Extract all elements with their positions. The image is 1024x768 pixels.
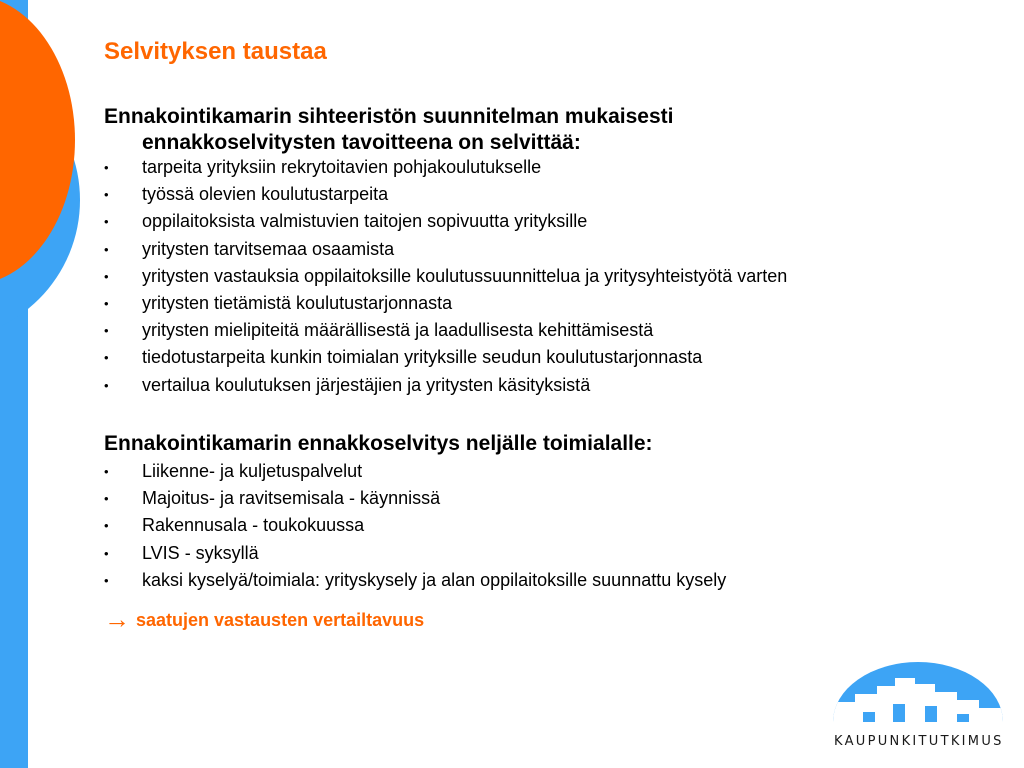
decorative-side-shapes — [0, 0, 90, 768]
bullet-list-item — [104, 263, 787, 290]
bullet-text: yritysten tietämistä koulutustarjonnasta — [142, 293, 453, 314]
bullet-text: yritysten vastauksia oppilaitoksille koulutussuunnittelua ja yritysyhteistyötä varten — [142, 265, 788, 286]
bullet-list-item — [104, 290, 787, 317]
bullet-icon: • — [104, 296, 109, 312]
section1-heading-line2: ennakkoselvitysten tavoitteena on selvittää: — [142, 131, 581, 154]
bullet-text: Rakennusala - toukokuussa — [142, 515, 365, 536]
bullet-text: yritysten tarvitsemaa osaamista — [142, 238, 395, 259]
arrow-right-icon: → — [104, 604, 130, 634]
bullet-list-item — [104, 458, 726, 485]
bullet-icon: • — [104, 214, 109, 230]
bullet-icon: • — [104, 518, 109, 534]
bullet-icon: • — [104, 160, 109, 175]
bullet-list-item — [104, 567, 726, 594]
bullet-text: tarpeita yrityksiin rekrytoitavien pohjakoulutukselle — [142, 157, 542, 177]
bullet-list-item — [104, 372, 787, 399]
bullet-text: yritysten mielipiteitä määrällisestä ja laadullisesta kehittämisestä — [142, 320, 654, 341]
bullet-list-item — [104, 344, 787, 371]
bullet-text: työssä olevien koulutustarpeita — [142, 184, 389, 205]
conclusion — [104, 604, 424, 635]
bullet-list-item — [104, 181, 787, 208]
bullet-icon: • — [104, 350, 109, 366]
section2-bullet-list — [104, 458, 726, 594]
bullet-icon: • — [104, 572, 109, 588]
bullet-list-item — [104, 540, 726, 567]
bullet-text: Liikenne- ja kuljetuspalvelut — [142, 461, 363, 481]
section1-bullet-list — [104, 154, 787, 399]
bullet-icon: • — [104, 323, 109, 339]
bullet-text: kaksi kyselyä/toimiala: yrityskysely ja alan oppilaitoksille suunnattu kysely — [142, 569, 727, 590]
bullet-icon: • — [104, 545, 109, 561]
section1-heading — [104, 104, 673, 156]
section2-heading: Ennakointikamarin ennakkoselvitys neljälle toimialalle: — [104, 432, 653, 455]
bullet-icon: • — [104, 241, 109, 257]
bullet-list-item — [104, 236, 787, 263]
logo-text: KAUPUNKITUTKIMUS — [834, 734, 1004, 749]
bullet-icon: • — [104, 491, 109, 507]
bullet-list-item — [104, 154, 787, 181]
bullet-text: vertailua koulutuksen järjestäjien ja yritysten käsityksistä — [142, 374, 591, 395]
bullet-text: tiedotustarpeita kunkin toimialan yrityksille seudun koulutustarjonnasta — [142, 347, 703, 368]
bullet-icon: • — [104, 464, 109, 479]
bullet-icon: • — [104, 187, 109, 203]
bullet-list-item — [104, 208, 787, 235]
conclusion-text: saatujen vastausten vertailtavuus — [136, 610, 425, 630]
bullet-text: LVIS - syksyllä — [142, 542, 259, 563]
slide-title: Selvityksen taustaa — [104, 38, 327, 65]
bullet-list-item — [104, 317, 787, 344]
bullet-icon: • — [104, 377, 109, 393]
bullet-icon: • — [104, 268, 109, 284]
bullet-text: oppilaitoksista valmistuvien taitojen sopivuutta yrityksille — [142, 211, 588, 232]
bullet-text: Majoitus- ja ravitsemisala - käynnissä — [142, 488, 441, 509]
bullet-list-item — [104, 512, 726, 539]
bullet-list-item — [104, 485, 726, 512]
kaupunkitutkimus-logo — [833, 662, 1003, 727]
section1-heading-line1: Ennakointikamarin sihteeristön suunnitelman mukaisesti — [104, 105, 674, 128]
